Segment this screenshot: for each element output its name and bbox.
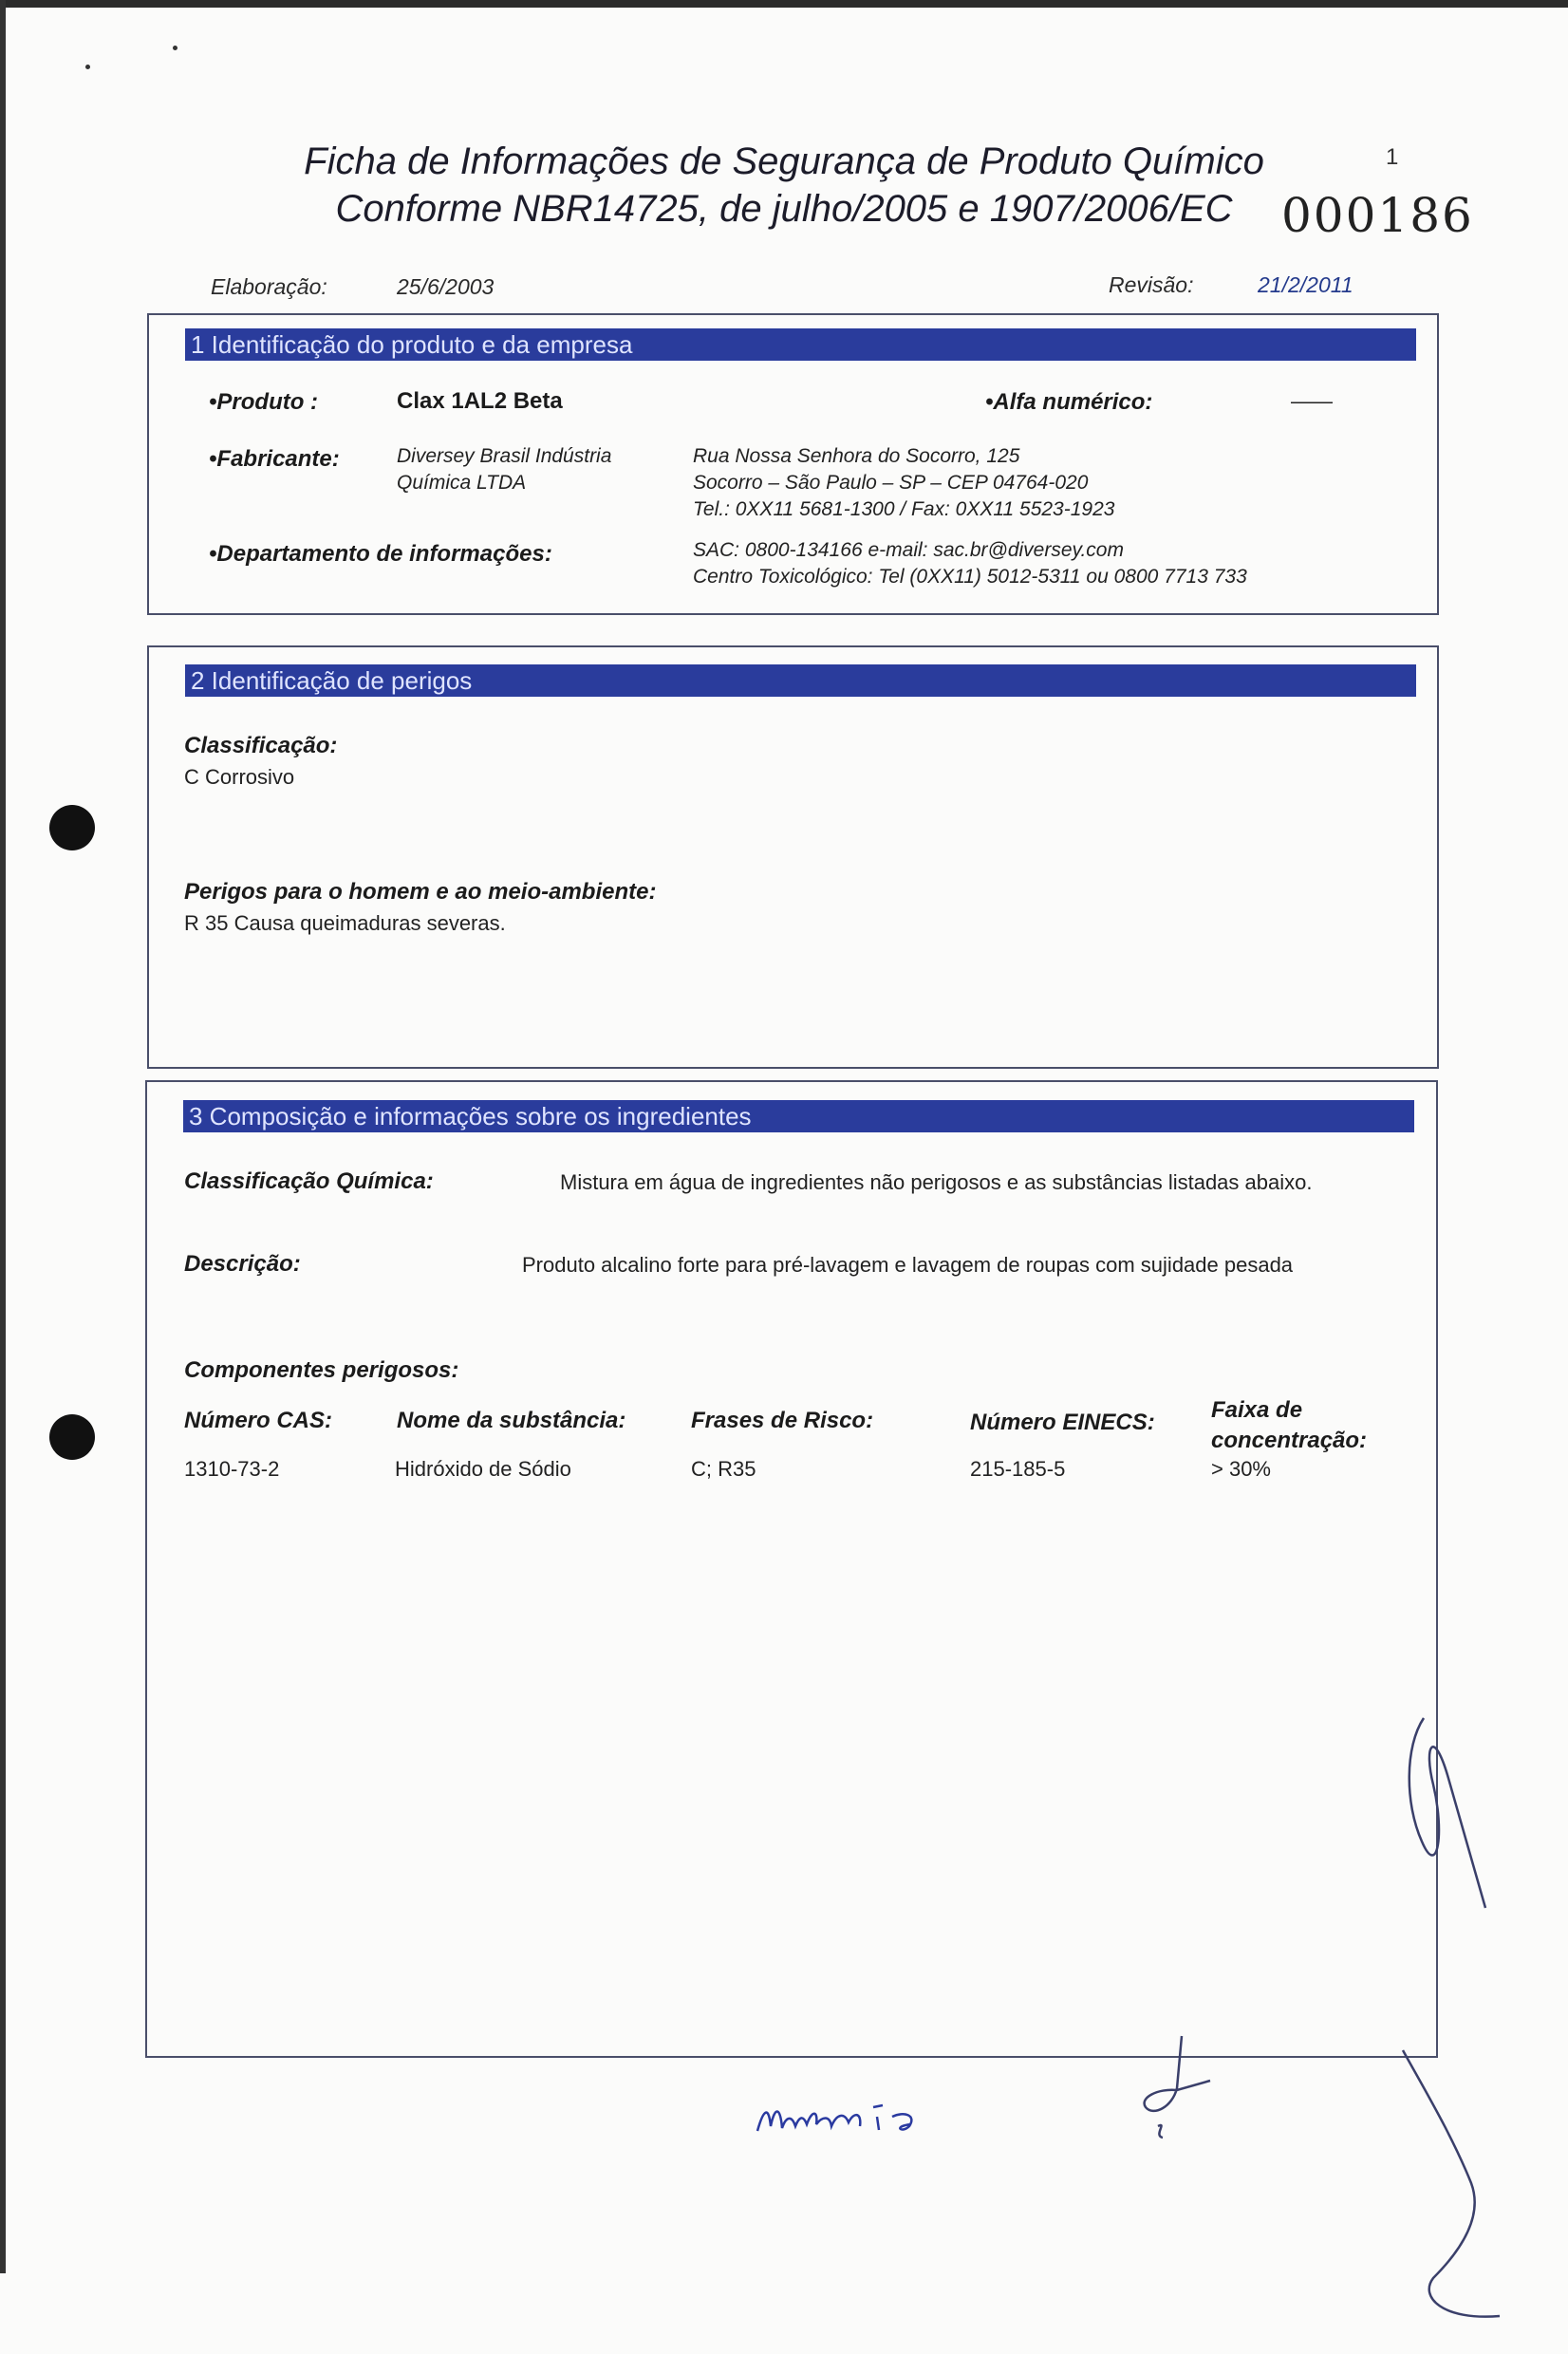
perigos-value: R 35 Causa queimaduras severas. [184, 911, 506, 935]
column-header-cas: Número CAS: [184, 1408, 333, 1433]
page-top-edge [0, 0, 1568, 8]
elaboracao-date: 25/6/2003 [397, 274, 495, 299]
section3-heading: 3 Composição e informações sobre os ingredientes [183, 1100, 1414, 1132]
elaboracao-label: Elaboração: [211, 274, 327, 299]
document-title-line2: Conforme NBR14725, de julho/2005 e 1907/2006/EC [335, 188, 1233, 230]
fabricante-label: •Fabricante: [209, 446, 340, 472]
classificacao-label: Classificação: [184, 733, 338, 758]
alfa-numerico-value: —— [1291, 389, 1333, 413]
classificacao-quimica-value: Mistura em água de ingredientes não perigosos e as substâncias listadas abaixo. [560, 1170, 1313, 1194]
section2-heading: 2 Identificação de perigos [185, 664, 1416, 697]
classificacao-value: C Corrosivo [184, 765, 295, 789]
alfa-numerico-label: •Alfa numérico: [985, 389, 1153, 415]
row-einecs: 215-185-5 [970, 1457, 1066, 1481]
row-faixa: > 30% [1211, 1457, 1271, 1481]
table-row [184, 1457, 1371, 1489]
section3-box [145, 1080, 1438, 2058]
classificacao-quimica-label: Classificação Química: [184, 1168, 434, 1194]
binder-hole-mark [49, 805, 95, 850]
document-stamp-number: 000186 [1281, 188, 1474, 243]
fabricante-name-line1: Diversey Brasil Indústria [397, 445, 612, 467]
column-header-nome: Nome da substância: [397, 1408, 626, 1433]
speck-mark [173, 46, 177, 50]
handwritten-signature-right [1395, 1690, 1509, 2354]
column-header-faixa: Faixa de [1211, 1397, 1303, 1423]
componentes-label: Componentes perigosos: [184, 1357, 459, 1383]
departamento-label: •Departamento de informações: [209, 541, 552, 567]
fabricante-name-line2: Química LTDA [397, 472, 527, 494]
binder-hole-mark [49, 1414, 95, 1460]
address-line3: Tel.: 0XX11 5681-1300 / Fax: 0XX11 5523-1923 [693, 498, 1115, 520]
section1-heading: 1 Identificação do produto e da empresa [185, 328, 1416, 361]
descricao-value: Produto alcalino forte para pré-lavagem e lavagem de roupas com sujidade pesada [522, 1253, 1294, 1277]
row-frases: C; R35 [691, 1457, 756, 1481]
produto-label: •Produto : [209, 389, 319, 415]
sac-contact-line: SAC: 0800-134166 e-mail: sac.br@diversey.com [693, 539, 1124, 561]
revisao-date: 21/2/2011 [1258, 272, 1353, 297]
section2-box [147, 645, 1439, 1069]
speck-mark [85, 65, 90, 69]
column-header-einecs: Número EINECS: [970, 1410, 1155, 1435]
column-header-concentracao: concentração: [1211, 1428, 1368, 1453]
toxicologico-contact-line: Centro Toxicológico: Tel (0XX11) 5012-5311 ou 0800 7713 733 [693, 566, 1247, 588]
document-title-line1: Ficha de Informações de Segurança de Produto Químico [304, 140, 1264, 182]
page-left-edge [0, 0, 6, 2273]
revisao-label: Revisão: [1109, 272, 1194, 297]
column-header-frases: Frases de Risco: [691, 1408, 874, 1433]
address-line1: Rua Nossa Senhora do Socorro, 125 [693, 445, 1020, 467]
handwritten-initial-mark [1134, 2031, 1220, 2145]
address-line2: Socorro – São Paulo – SP – CEP 04764-020 [693, 472, 1089, 494]
descricao-label: Descrição: [184, 1251, 301, 1277]
perigos-label: Perigos para o homem e ao meio-ambiente: [184, 879, 657, 905]
handwritten-initials [750, 2088, 959, 2145]
page-number: 1 [1386, 144, 1399, 170]
produto-value: Clax 1AL2 Beta [397, 388, 563, 414]
row-cas: 1310-73-2 [184, 1457, 280, 1481]
row-nome: Hidróxido de Sódio [395, 1457, 571, 1481]
